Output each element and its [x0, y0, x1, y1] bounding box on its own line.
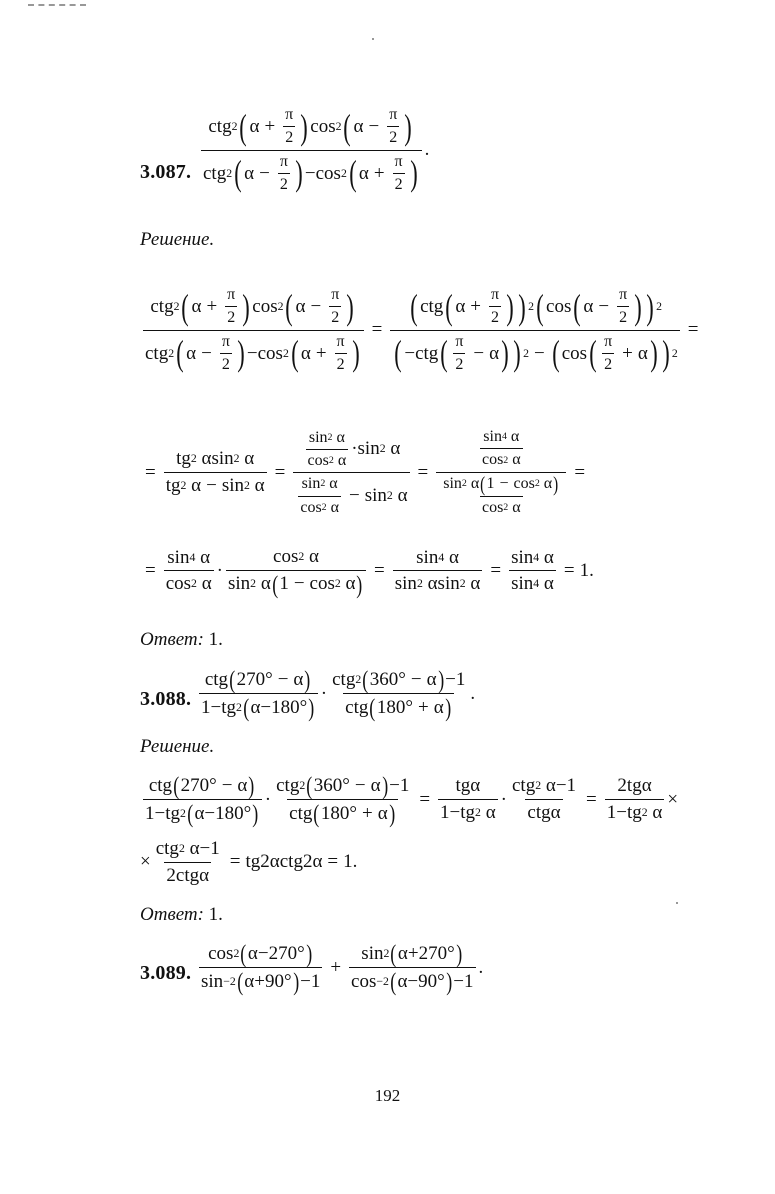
solution-step-3: = sin 4 α cos 2 α · cos 2 α sin 2 α ( 1 − cos 2 α ) = sin 4 α sin 2 α sin 2 α = sin 4 α sin 4 α = 1 . — [145, 546, 594, 599]
problem-number: 3.089. — [140, 962, 192, 984]
problem-expression: cos 2 ( α − 270° ) sin −2 ( α + 90° ) − 1 + sin 2 ( α + 270° ) cos −2 ( α − 90° ) − 1 . — [201, 939, 484, 997]
answer-label: Ответ: 1. — [140, 904, 223, 925]
solution-heading: Решение. — [140, 736, 215, 757]
problem-expression: ctg 2 ( α + $\frac{\pi}{2}$ ) cos 2 ( α − $\frac{\pi}{2}$ ) ctg 2 ( α − $\frac{\pi}{2}$ ) − cos 2 ( α + $\frac{\pi}{2}$ ) . — [203, 106, 430, 194]
problem-expression: ctg ( 270° − α ) 1 − tg 2 ( α − 180° ) · ctg 2 ( 360° − α ) − 1 ctg ( 180° + α ) . — [201, 665, 476, 723]
solution-step-1: ctg ( 270° − α ) 1 − tg 2 ( α − 180° ) · ctg 2 ( 360° − α ) − 1 ctg ( 180° + α ) = tg α 1 − tg 2 α · ctg 2 α − 1 ctg α = 2 tg α 1 − tg 2 α × — [145, 771, 679, 829]
problem-number: 3.087. — [140, 161, 192, 183]
solution-step-2: × ctg 2 α − 1 2 ctg α = tg 2 α ctg 2 α = 1 . — [140, 838, 358, 886]
problem-number: 3.088. — [140, 688, 192, 710]
scan-speck — [372, 38, 374, 40]
answer-label: Ответ: 1. — [140, 629, 223, 650]
solution-step-1: ctg 2 ( α + $\frac{\pi}{2}$ ) cos 2 ( α − $\frac{\pi}{2}$ ) ctg 2 ( α − $\frac{\pi}{2}$ ) − cos 2 ( α + $\frac{\pi}{2}$ ) = ( ctg ( α + $\frac{\pi}{2}$ ) ) 2 ( cos ( α − $\frac{\pi}{2}$ ) ) 2 ( − ctg ( $\frac{\pi}{2}$ − α ) ) 2 − ( cos ( $\frac{\pi}{2}$ + α ) ) 2 = — [145, 286, 699, 374]
scan-mark — [28, 4, 86, 8]
solution-heading: Решение. — [140, 229, 215, 250]
page-number: 192 — [374, 1086, 401, 1105]
solution-step-2: = tg 2 α sin 2 α tg 2 α − sin 2 α = sin 2 α cos 2 α · sin 2 α sin 2 α cos 2 α − sin 2 α = sin 4 α cos 2 α sin 2 α ( 1 − cos 2 α ) cos 2 α = — [145, 428, 586, 517]
scan-speck — [676, 902, 678, 904]
